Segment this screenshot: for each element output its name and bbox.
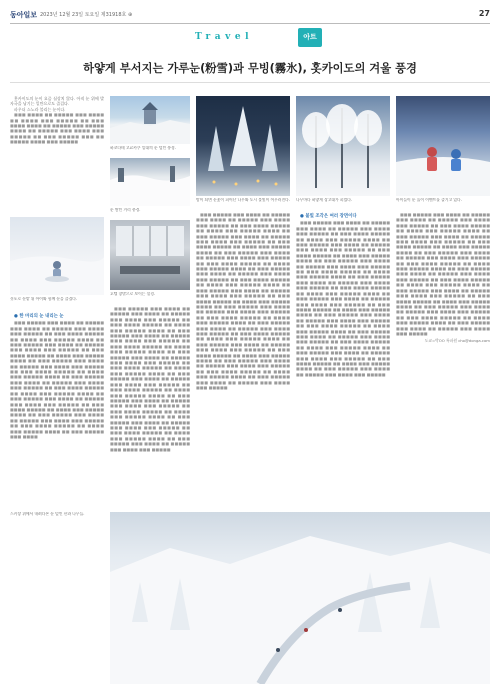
- byline: 도쿄=박OO 특파원 cho@donga.com: [424, 338, 490, 344]
- photo-slope: [110, 512, 490, 684]
- trees-scene: [296, 96, 390, 196]
- article-column-5: [396, 212, 490, 508]
- issue-date: 2023년 12월 23일 토요일 제31918호 ⊕: [40, 12, 133, 18]
- interior-scene: [110, 220, 190, 290]
- photo-kids: [396, 96, 490, 196]
- castle-scene: [110, 96, 190, 144]
- photo-castle: [110, 96, 190, 144]
- page-number: 27: [478, 9, 490, 18]
- body-text-placeholder: ■■■ ■■■■■ ■■■ ■■■■ ■■ ■■■■■ ■■■ ■■■■ ■■ ■■■■■ ■■■ ■■■■ ■■■ ■■■■■ ■■ ■■■ ■■■■ ■■■■■ ■■ ■■■■ ■■■ ■■■■■ ■■■■ ■■ ■■■ ■■■■■ ■■■ ■■■■ ■■ ■■■■■ ■■■ ■■■■ ■■■ ■■■■■ ■■ ■■■ ■■■■ ■■■■■ ■■ ■■■■ ■■■ ■■■■■ ■■■■ ■■ ■■■ ■■■■■ ■■■ ■■■■ ■■ ■■■■■ ■■■ ■■■■ ■■■ ■■■■■ ■■ ■■■ ■■■■ ■■■■■ ■■ ■■■■ ■■■ ■■■■■ ■■■■ ■■ ■■■ ■■■■■ ■■■ ■■■■ ■■ ■■■■■ ■■■ ■■■■ ■■■ ■■■■■ ■■ ■■■ ■■■■ ■■■■■ ■■ ■■■■ ■■■ ■■■■■ ■■■■ ■■ ■■■ ■■■■■ ■■■ ■■■■ ■■ ■■■■■ ■■■ ■■■■ ■■■ ■■■■■ ■■ ■■■ ■■■■ ■■■■■ ■■ ■■■■ ■■■ ■■■■■ ■■■■ ■■ ■■■ ■■■■■ ■■■ ■■■■ ■■ ■■■■■ ■■■ ■■■■ ■■■ ■■■■■ ■■ ■■■ ■■■■ ■■■■■ ■■ ■■■■ ■■■ ■■■■■ ■■■■ ■■ ■■■ ■■■■■ ■■■ ■■■■ ■■ ■■■■■ ■■■ ■■■■ ■■■ ■■■■■: [110, 306, 190, 452]
- body-text-placeholder: ■■■ ■■■■■ ■■■ ■■■■ ■■ ■■■■■ ■■■ ■■■■ ■■ ■■■■■ ■■■ ■■■■ ■■■ ■■■■■ ■■ ■■■ ■■■■ ■■■■■ ■■ ■■■■ ■■■ ■■■■■ ■■■■ ■■ ■■■ ■■■■■ ■■■ ■■■■ ■■ ■■■■■ ■■■ ■■■■ ■■■ ■■■■■ ■■ ■■■ ■■■■ ■■■■■ ■■ ■■■■ ■■■ ■■■■■ ■■■■ ■■ ■■■ ■■■■■ ■■■ ■■■■ ■■ ■■■■■ ■■■ ■■■■ ■■■ ■■■■■ ■■ ■■■ ■■■■ ■■■■■ ■■ ■■■■ ■■■ ■■■■■ ■■■■ ■■ ■■■ ■■■■■ ■■■ ■■■■ ■■ ■■■■■ ■■■ ■■■■ ■■■ ■■■■■ ■■ ■■■ ■■■■ ■■■■■ ■■ ■■■■ ■■■ ■■■■■ ■■■■ ■■ ■■■ ■■■■■ ■■■ ■■■■ ■■ ■■■■■ ■■■ ■■■■ ■■■ ■■■■■ ■■ ■■■ ■■■■ ■■■■■ ■■ ■■■■ ■■■ ■■■■■ ■■■■ ■■ ■■■ ■■■■■ ■■■ ■■■■ ■■ ■■■■■ ■■■ ■■■■ ■■■ ■■■■■ ■■ ■■■ ■■■■ ■■■■■ ■■ ■■■■ ■■■ ■■■■■ ■■■■ ■■ ■■■ ■■■■■ ■■■ ■■■■ ■■ ■■■■■ ■■■ ■■■■ ■■■ ■■■■■ ■■ ■■■ ■■■■ ■■■■■ ■■ ■■■■ ■■■ ■■■■■ ■■■■ ■■ ■■■ ■■■■■ ■■■ ■■■■ ■■ ■■■■■ ■■■ ■■■■ ■■■ ■■■■■ ■■ ■■■ ■■■■ ■■■■■ ■■ ■■■■ ■■■ ■■■■■ ■■■■ ■■ ■■■ ■■■■■ ■■■ ■■■■ ■■ ■■■■■ ■■■ ■■■■ ■■■ ■■■■■ ■■ ■■■ ■■■■ ■■■■■ ■■ ■■■■ ■■■ ■■■■■ ■■■■ ■■ ■■■ ■■■■■ ■■■ ■■■■ ■■ ■■■■■ ■■■ ■■■■ ■■■ ■■■■■: [196, 212, 290, 390]
- photo-treecity: [196, 96, 290, 196]
- snowfield-scene: [10, 217, 104, 295]
- caption-kids: 아이들이 눈 놀이 이벤트를 즐기고 있다.: [396, 198, 462, 202]
- article-column-4: [296, 212, 390, 508]
- body-text-placeholder: ■■■ ■■■■ ■■ ■■■■■ ■■■ ■■■■ ■■ ■■■■ ■■■ ■■■■■ ■■ ■■■ ■■■■ ■■■■ ■■ ■■■■■ ■■■ ■■■■■ ■■■■ ■■ ■■■■■ ■■■ ■■■■ ■■■ ■■■■■ ■■ ■■■ ■■■■■ ■■■ ■■ ■■■■■ ■■■■ ■■■ ■■■■■: [10, 112, 104, 145]
- article-column-2: [110, 306, 190, 506]
- photo-snowbank: [110, 158, 190, 206]
- subheading: ● 불빛 조각은 여러 장면이다: [300, 214, 357, 219]
- photo-interior: [110, 220, 190, 290]
- section-word: Travel: [195, 32, 253, 42]
- section-badge: 아트: [298, 28, 322, 47]
- headline-divider: [10, 82, 490, 83]
- article-headline: 하얗게 부서지는 가루눈(粉雪)과 무빙(霧氷), 홋카이도의 겨울 풍경: [83, 62, 417, 75]
- caption-snowfield: 삿포로 눈밭 위 아이와 함께 눈을 즐겼다.: [10, 297, 78, 301]
- masthead: [10, 8, 490, 24]
- body-text-placeholder: ■■■ ■■■■■ ■■■ ■■■■ ■■ ■■■■■ ■■■ ■■■■ ■■ ■■■■■ ■■■ ■■■■ ■■■ ■■■■■ ■■ ■■■ ■■■■ ■■■■■ ■■ ■■■■ ■■■ ■■■■■ ■■■■ ■■ ■■■ ■■■■■ ■■■ ■■■■ ■■ ■■■■■ ■■■ ■■■■ ■■■ ■■■■■ ■■ ■■■ ■■■■ ■■■■■ ■■ ■■■■ ■■■ ■■■■■ ■■■■ ■■ ■■■ ■■■■■ ■■■ ■■■■ ■■ ■■■■■ ■■■ ■■■■ ■■■ ■■■■■ ■■ ■■■ ■■■■ ■■■■■ ■■ ■■■■ ■■■ ■■■■■ ■■■■ ■■ ■■■ ■■■■■ ■■■ ■■■■ ■■ ■■■■■ ■■■ ■■■■ ■■■ ■■■■■ ■■ ■■■ ■■■■ ■■■■■ ■■ ■■■■ ■■■ ■■■■■ ■■■■ ■■ ■■■ ■■■■■ ■■■ ■■■■ ■■ ■■■■■ ■■■ ■■■■ ■■■ ■■■■■ ■■ ■■■ ■■■■ ■■■■■ ■■ ■■■■ ■■■ ■■■■■ ■■■■ ■■ ■■■ ■■■■■ ■■■ ■■■■ ■■ ■■■■■ ■■■ ■■■■ ■■■ ■■■■■ ■■ ■■■ ■■■■ ■■■■■ ■■ ■■■■ ■■■ ■■■■■ ■■■■ ■■ ■■■ ■■■■■ ■■■ ■■■■ ■■ ■■■■■ ■■■ ■■■■ ■■■ ■■■■■: [396, 212, 490, 336]
- slope-scene: [110, 512, 490, 684]
- caption-trees: 나무마다 하얗게 상고대가 피었다.: [296, 198, 353, 202]
- article-column-1-lower: [10, 312, 104, 508]
- article-column-1: [10, 96, 104, 216]
- body-text-placeholder: ■■■ ■■■■■ ■■■ ■■■■ ■■ ■■■■■ ■■■ ■■■■ ■■ ■■■■■ ■■■ ■■■■ ■■■ ■■■■■ ■■ ■■■ ■■■■ ■■■■■ ■■ ■■■■ ■■■ ■■■■■ ■■■■ ■■ ■■■ ■■■■■ ■■■ ■■■■ ■■ ■■■■■ ■■■ ■■■■ ■■■ ■■■■■ ■■ ■■■ ■■■■ ■■■■■ ■■ ■■■■ ■■■ ■■■■■ ■■■■ ■■ ■■■ ■■■■■ ■■■ ■■■■ ■■ ■■■■■ ■■■ ■■■■ ■■■ ■■■■■ ■■ ■■■ ■■■■ ■■■■■ ■■ ■■■■ ■■■ ■■■■■ ■■■■ ■■ ■■■ ■■■■■ ■■■ ■■■■ ■■ ■■■■■ ■■■ ■■■■ ■■■ ■■■■■ ■■ ■■■ ■■■■ ■■■■■ ■■ ■■■■ ■■■ ■■■■■ ■■■■ ■■ ■■■ ■■■■■ ■■■ ■■■■ ■■ ■■■■■ ■■■ ■■■■ ■■■ ■■■■■ ■■ ■■■ ■■■■ ■■■■■ ■■ ■■■■ ■■■ ■■■■■ ■■■■ ■■ ■■■ ■■■■■ ■■■ ■■■■ ■■ ■■■■■ ■■■ ■■■■ ■■■ ■■■■■ ■■ ■■■ ■■■■ ■■■■■ ■■ ■■■■ ■■■ ■■■■■ ■■■■ ■■ ■■■ ■■■■■ ■■■ ■■■■ ■■ ■■■■■ ■■■ ■■■■ ■■■ ■■■■■ ■■ ■■■ ■■■■ ■■■■■ ■■ ■■■■ ■■■ ■■■■■ ■■■■ ■■ ■■■ ■■■■■ ■■■ ■■■■ ■■ ■■■■■ ■■■ ■■■■ ■■■ ■■■■■ ■■ ■■■ ■■■■ ■■■■■ ■■ ■■■■ ■■■ ■■■■■ ■■■■ ■■ ■■■ ■■■■■ ■■■ ■■■■ ■■ ■■■■■ ■■■ ■■■■ ■■■ ■■■■■: [296, 220, 390, 377]
- photo-trees: [296, 96, 390, 196]
- snowbank-scene: [110, 158, 190, 206]
- article-column-3: [196, 212, 290, 508]
- subheading: ● 한 마리의 눈 내리는 눈: [14, 314, 64, 319]
- paragraph: 파우더 스노라 불리는 눈이다.: [14, 106, 66, 112]
- photo-snowfield: [10, 217, 104, 295]
- body-text-placeholder: ■■■ ■■■■■ ■■■ ■■■■ ■■ ■■■■■ ■■■ ■■■■ ■■ ■■■■■ ■■■ ■■■■ ■■■ ■■■■■ ■■ ■■■ ■■■■ ■■■■■ ■■ ■■■■ ■■■ ■■■■■ ■■■■ ■■ ■■■ ■■■■■ ■■■ ■■■■ ■■ ■■■■■ ■■■ ■■■■ ■■■ ■■■■■ ■■ ■■■ ■■■■ ■■■■■ ■■ ■■■■ ■■■ ■■■■■ ■■■■ ■■ ■■■ ■■■■■ ■■■ ■■■■ ■■ ■■■■■ ■■■ ■■■■ ■■■ ■■■■■ ■■ ■■■ ■■■■ ■■■■■ ■■ ■■■■ ■■■ ■■■■■ ■■■■ ■■ ■■■ ■■■■■ ■■■ ■■■■ ■■ ■■■■■ ■■■ ■■■■ ■■■ ■■■■■ ■■ ■■■ ■■■■ ■■■■■ ■■ ■■■■ ■■■ ■■■■■ ■■■■ ■■ ■■■ ■■■■■ ■■■ ■■■■ ■■ ■■■■■ ■■■ ■■■■ ■■■ ■■■■■ ■■ ■■■ ■■■■ ■■■■■ ■■ ■■■■ ■■■ ■■■■■ ■■■■ ■■ ■■■ ■■■■■ ■■■ ■■■■ ■■ ■■■■■ ■■■ ■■■■ ■■■ ■■■■■ ■■ ■■■ ■■■■ ■■■■■ ■■ ■■■■ ■■■ ■■■■■ ■■■■ ■■ ■■■ ■■■■■ ■■■ ■■■■: [10, 320, 104, 439]
- caption-slope: 스키장 위에서 내려다본 눈 덮인 산과 나무들.: [10, 512, 85, 516]
- newspaper-logo: 동아일보: [10, 10, 38, 19]
- caption-snowbank: 눈 쌓인 거리 풍경.: [110, 208, 141, 212]
- caption-interior: 호텔 창밖으로 보이는 설경.: [110, 292, 156, 296]
- treecity-scene: [196, 96, 290, 196]
- caption-castle: 하코다테 고료카쿠 일대의 눈 덮인 풍경.: [110, 146, 176, 150]
- paragraph: 홋카이도의 눈이 요즘 심상치 않다. 아직 눈 위에 발자국을 남기는 일만으로도 즐겁다.: [10, 96, 104, 107]
- caption-treecity: 밤이 되면 눈꽃이 피어난 나무와 도시 불빛이 어우러진다.: [196, 198, 290, 202]
- kids-scene: [396, 96, 490, 196]
